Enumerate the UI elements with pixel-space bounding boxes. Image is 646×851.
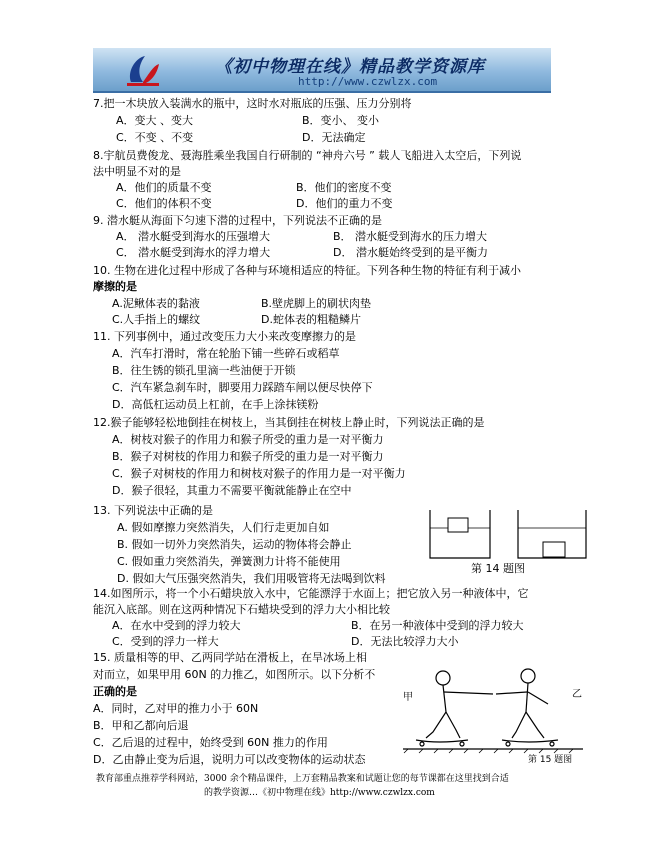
figure-15-caption: 第 15 题图	[528, 755, 573, 765]
footer-line-2: 的教学资源…《初中物理在线》http://www.czwlzx.com	[204, 788, 435, 798]
q12-stem: 12.猴子能够轻松地倒挂在树枝上，当其倒挂在树枝上静止时，下列说法正确的是	[93, 416, 485, 429]
q10-stem-cont: 摩擦的是	[93, 280, 137, 293]
q9-option-d: D． 潜水艇始终受到的是平衡力	[333, 246, 488, 259]
banner-title: 《初中物理在线》精品教学资源库	[215, 57, 485, 77]
q7-option-d: D．无法确定	[302, 131, 366, 144]
q14-option-a: A．在水中受到的浮力较大	[112, 619, 241, 632]
q13-stem: 13. 下列说法中正确的是	[93, 504, 213, 517]
q15-option-a: A．同时，乙对甲的推力小于 60N	[93, 702, 259, 715]
q15-option-d: D．乙由静止变为后退，说明力可以改变物体的运动状态	[93, 753, 366, 766]
q11-stem: 11. 下列事例中，通过改变压力大小来改变摩擦力的是	[93, 330, 356, 343]
q11-option-d: D．高低杠运动员上杠前，在手上涂抹镁粉	[112, 398, 319, 411]
figure-15-label-left: 甲	[403, 692, 413, 703]
q9-option-c: C． 潜水艇受到海水的浮力增大	[116, 246, 271, 259]
q13-option-b: B. 假如一切外力突然消失，运动的物体将会静止	[117, 538, 352, 551]
q12-option-a: A．树枝对猴子的作用力和猴子所受的重力是一对平衡力	[112, 433, 384, 446]
q13-option-a: A. 假如摩擦力突然消失，人们行走更加自如	[117, 521, 330, 534]
q8-stem-cont: 法中明显不对的是	[93, 165, 181, 178]
q15-stem-cont2: 正确的是	[93, 685, 137, 698]
site-banner	[93, 48, 551, 93]
q7-option-b: B．变小、 变小	[302, 114, 380, 127]
q8-stem: 8.宇航员费俊龙、聂海胜乘坐我国自行研制的 “神舟六号 ” 载人飞船进入太空后，下列说	[93, 149, 522, 162]
q14-stem-cont: 能沉入底部。则在这两种情况下石蜡块受到的浮力大小相比较	[93, 603, 390, 616]
q14-option-b: B．在另一种液体中受到的浮力较大	[351, 619, 524, 632]
q7-stem: 7.把一木块放入装满水的瓶中，这时水对瓶底的压强、压力分别将	[93, 97, 412, 110]
figure-15-skaters	[398, 662, 588, 754]
q9-option-a: A． 潜水艇受到海水的压强增大	[116, 230, 271, 243]
figure-14-caption: 第 14 题图	[471, 562, 525, 575]
q14-option-c: C．受到的浮力一样大	[112, 635, 219, 648]
q15-stem: 15. 质量相等的甲、乙两同学站在滑板上，在旱冰场上相	[93, 651, 367, 664]
q15-stem-cont: 对而立，如果甲用 60N 的力推乙，如图所示。以下分析不	[93, 668, 376, 681]
q8-option-c: C．他们的体积不变	[116, 197, 212, 210]
q9-stem: 9. 潜水艇从海面下匀速下潜的过程中，下列说法不正确的是	[93, 214, 382, 227]
q13-option-c: C. 假如重力突然消失，弹簧测力计将不能使用	[117, 555, 341, 568]
footer-line-1: 教育部重点推荐学科网站，3000 余个精品课件，上万套精品教案和试题让您的每节课都在这里找到合适	[96, 774, 509, 784]
q8-option-b: B．他们的密度不变	[296, 181, 392, 194]
banner-url: http://www.czwlzx.com	[298, 75, 438, 88]
q13-option-d: D. 假如大气压强突然消失，我们用吸管将无法喝到饮料	[117, 572, 386, 585]
q12-option-c: C．猴子对树枝的作用力和树枝对猴子的作用力是一对平衡力	[112, 467, 406, 480]
q15-option-b: B．甲和乙都向后退	[93, 719, 189, 732]
q12-option-b: B．猴子对树枝的作用力和猴子所受的重力是一对平衡力	[112, 450, 384, 463]
q12-option-d: D．猴子很轻，其重力不需要平衡就能静止在空中	[112, 484, 352, 497]
q10-option-c: C.人手指上的螺纹	[112, 313, 201, 326]
q10-option-b: B.壁虎脚上的刷状肉垫	[261, 297, 372, 310]
q8-option-a: A．他们的质量不变	[116, 181, 212, 194]
q14-option-d: D．无法比较浮力大小	[351, 635, 459, 648]
q15-option-c: C．乙后退的过程中，始终受到 60N 推力的作用	[93, 736, 328, 749]
q14-stem: 14.如图所示，将一个小石蜡块放入水中，它能漂浮于水面上；把它放入另一种液体中，它	[93, 587, 529, 600]
site-logo-icon	[123, 52, 163, 88]
q9-option-b: B． 潜水艇受到海水的压力增大	[333, 230, 488, 243]
q7-option-c: C．不变 、不变	[116, 131, 194, 144]
q7-option-a: A．变大 、变大	[116, 114, 194, 127]
q11-option-c: C．汽车紧急刹车时，脚要用力踩踏车闸以便尽快停下	[112, 381, 373, 394]
q8-option-d: D．他们的重力不变	[296, 197, 393, 210]
q10-option-d: D.蛇体表的粗糙鳞片	[261, 313, 361, 326]
q11-option-a: A．汽车打滑时，常在轮胎下铺一些碎石或稻草	[112, 347, 340, 360]
q10-option-a: A.泥鳅体表的黏液	[112, 297, 200, 310]
q10-stem: 10. 生物在进化过程中形成了各种与环境相适应的特征。下列各种生物的特征有利于减小	[93, 264, 521, 277]
q11-option-b: B．往生锈的锁孔里滴一些油便于开锁	[112, 364, 296, 377]
figure-15-label-right: 乙	[572, 689, 582, 700]
figure-14-beakers	[428, 508, 588, 560]
